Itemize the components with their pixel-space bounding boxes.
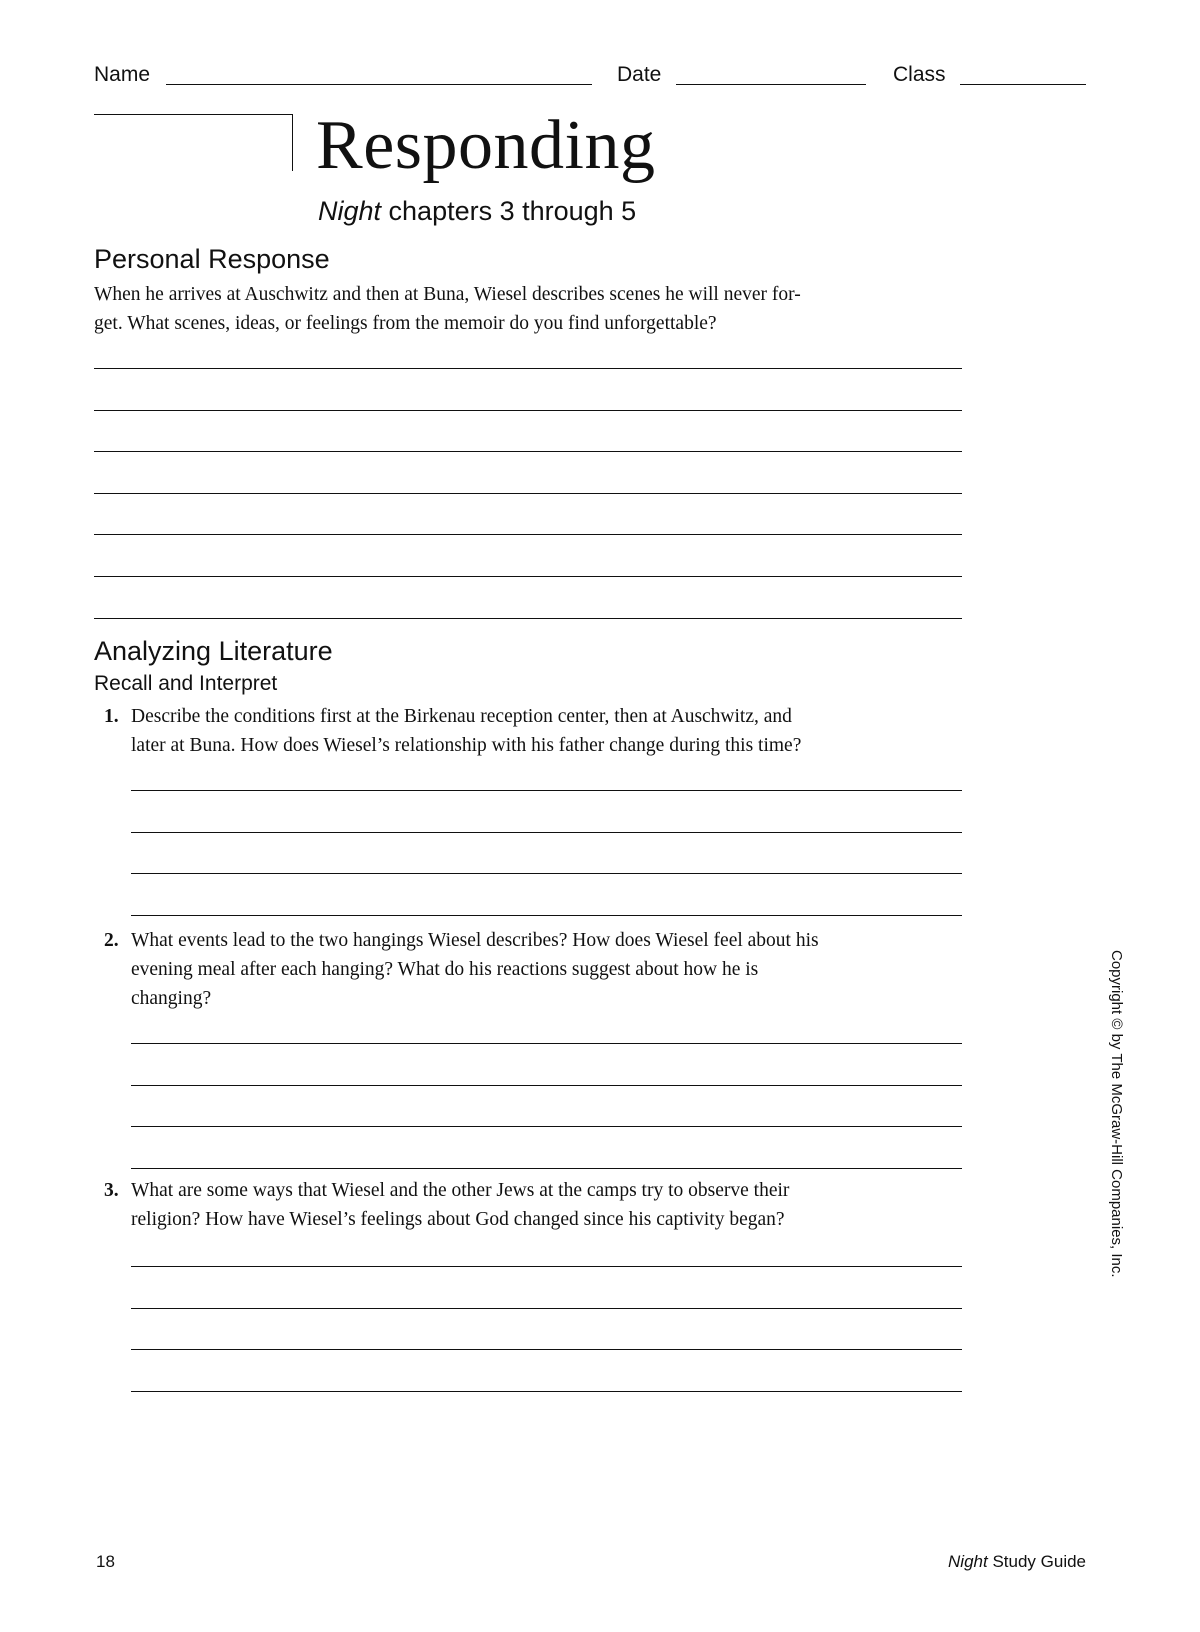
question-3-text-line-1: What are some ways that Wiesel and the other Jews at the camps try to observe their bbox=[131, 1180, 790, 1201]
date-field[interactable] bbox=[676, 84, 866, 85]
class-field[interactable] bbox=[960, 84, 1086, 85]
answer-line[interactable] bbox=[131, 1085, 962, 1086]
question-2-text-line-1: What events lead to the two hangings Wiesel describes? How does Wiesel feel about his bbox=[131, 930, 819, 951]
footer-guide-rest: Study Guide bbox=[987, 1552, 1086, 1571]
page-title: Responding bbox=[316, 107, 656, 184]
answer-line[interactable] bbox=[131, 873, 962, 874]
answer-line[interactable] bbox=[131, 790, 962, 791]
answer-line[interactable] bbox=[94, 576, 962, 577]
answer-line[interactable] bbox=[131, 1043, 962, 1044]
question-1-number: 1. bbox=[104, 706, 119, 727]
answer-line[interactable] bbox=[131, 915, 962, 916]
question-2-text-line-3: changing? bbox=[131, 988, 212, 1009]
answer-line[interactable] bbox=[131, 1266, 962, 1267]
answer-line[interactable] bbox=[94, 534, 962, 535]
answer-line[interactable] bbox=[94, 451, 962, 452]
recall-interpret-heading: Recall and Interpret bbox=[94, 672, 278, 695]
answer-line[interactable] bbox=[131, 1126, 962, 1127]
question-1-text-line-2: later at Buna. How does Wiesel’s relationship with his father change during this time? bbox=[131, 735, 802, 756]
answer-line[interactable] bbox=[94, 410, 962, 411]
question-1-text-line-1: Describe the conditions first at the Birkenau reception center, then at Auschwitz, and bbox=[131, 706, 792, 727]
name-field[interactable] bbox=[166, 84, 592, 85]
title-decoration bbox=[94, 114, 293, 171]
date-label: Date bbox=[617, 63, 662, 86]
answer-line[interactable] bbox=[131, 1168, 962, 1169]
answer-line[interactable] bbox=[131, 832, 962, 833]
answer-line[interactable] bbox=[94, 368, 962, 369]
page-number: 18 bbox=[96, 1552, 115, 1571]
name-label: Name bbox=[94, 63, 151, 86]
copyright-notice: Copyright © by The McGraw-Hill Companies, Inc. bbox=[1108, 950, 1125, 1278]
answer-line[interactable] bbox=[94, 493, 962, 494]
personal-response-heading: Personal Response bbox=[94, 244, 330, 274]
class-label: Class bbox=[893, 63, 946, 86]
question-2-text-line-2: evening meal after each hanging? What do his reactions suggest about how he is bbox=[131, 959, 759, 980]
question-2-number: 2. bbox=[104, 930, 119, 951]
answer-line[interactable] bbox=[131, 1391, 962, 1392]
answer-line[interactable] bbox=[131, 1349, 962, 1350]
answer-line[interactable] bbox=[131, 1308, 962, 1309]
answer-line[interactable] bbox=[94, 618, 962, 619]
personal-response-prompt-line-1: When he arrives at Auschwitz and then at Buna, Wiesel describes scenes he will never for- bbox=[94, 284, 801, 305]
footer-book-title: Night bbox=[948, 1552, 988, 1571]
question-3-text-line-2: religion? How have Wiesel’s feelings about God changed since his captivity began? bbox=[131, 1209, 785, 1230]
page-subtitle bbox=[318, 196, 636, 227]
footer-guide-title bbox=[948, 1552, 1086, 1572]
subtitle-book-title: Night bbox=[318, 196, 382, 226]
analyzing-literature-heading: Analyzing Literature bbox=[94, 636, 333, 666]
personal-response-prompt-line-2: get. What scenes, ideas, or feelings from the memoir do you find unforgettable? bbox=[94, 313, 717, 334]
subtitle-rest: chapters 3 through 5 bbox=[381, 196, 637, 226]
question-3-number: 3. bbox=[104, 1180, 119, 1201]
